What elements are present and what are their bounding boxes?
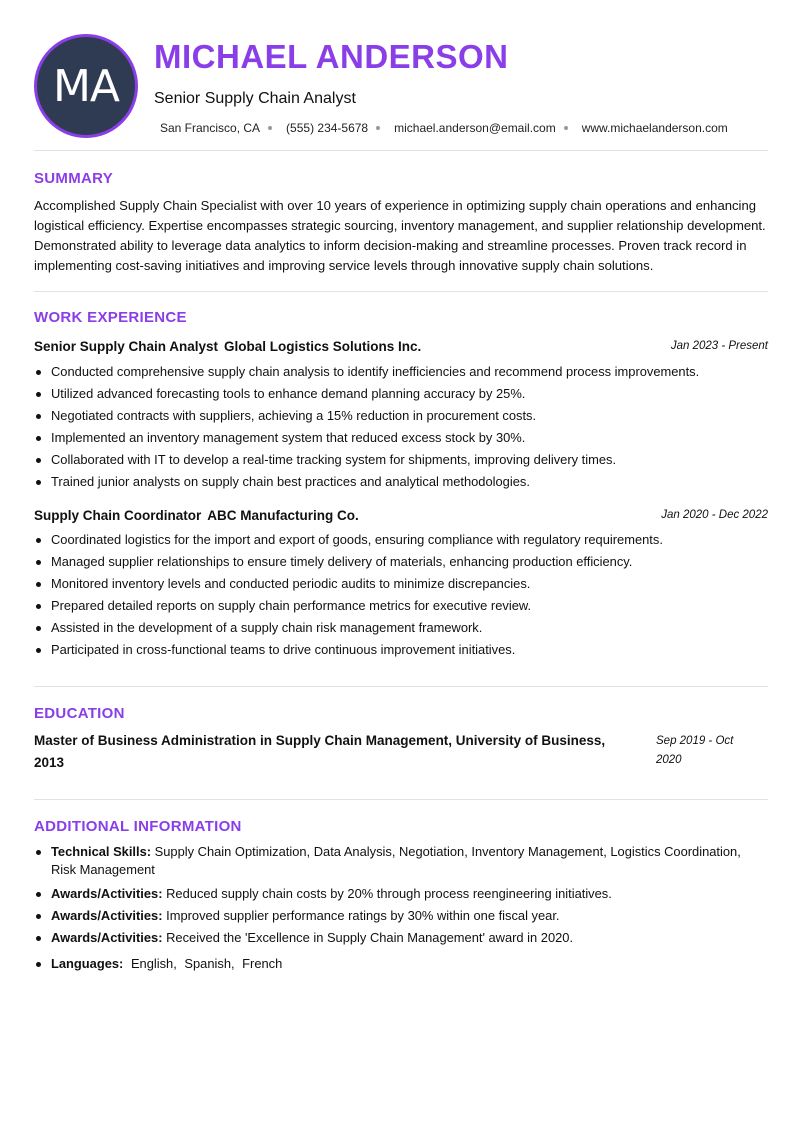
info-text: Supply Chain Optimization, Data Analysis, Negotiation, Inventory Management, Logistics Coordination, Risk Management	[51, 844, 741, 877]
summary-text: Accomplished Supply Chain Specialist with over 10 years of experience in optimizing supply chain operations and enhancing logistical efficiency. Expertise encompasses strategic sourcing, inventory management, and supplier relationship development. Demonstrated ability to leverage data analytics to inform decision-making and streamline processes. Proven track record in implementing cost-saving initiatives and improving service levels through innovative supply chain solutions.	[34, 198, 766, 273]
list-item: Coordinated logistics for the import and export of goods, ensuring compliance with regulatory requirements.	[34, 529, 768, 551]
job-dates: Jan 2023 - Present	[670, 340, 768, 352]
info-text: Received the 'Excellence in Supply Chain Management' award in 2020.	[166, 930, 574, 945]
job-dates: Jan 2020 - Dec 2022	[661, 509, 768, 521]
contact-phone: (555) 234-5678	[286, 121, 369, 135]
contact-location: San Francisco, CA	[160, 121, 261, 135]
info-label: Awards/Activities:	[51, 886, 163, 901]
resume-header	[34, 34, 768, 136]
list-item: Conducted comprehensive supply chain analysis to identify inefficiencies and recommend process improvements.	[34, 361, 768, 383]
list-item-languages	[34, 953, 768, 975]
candidate-title: Senior Supply Chain Analyst	[154, 90, 356, 107]
list-item: Prepared detailed reports on supply chain performance metrics for executive review.	[34, 595, 768, 617]
section-divider	[34, 686, 768, 687]
list-item	[34, 883, 768, 905]
list-item: Collaborated with IT to develop a real-time tracking system for shipments, improving delivery times.	[34, 449, 768, 471]
job-bullets	[34, 361, 768, 493]
job-company: Global Logistics Solutions Inc.	[224, 339, 422, 354]
candidate-name: MICHAEL ANDERSON	[154, 38, 509, 75]
info-label: Technical Skills:	[51, 844, 152, 859]
job-company: ABC Manufacturing Co.	[207, 508, 359, 523]
separator-dot-icon	[564, 126, 568, 130]
list-item: Utilized advanced forecasting tools to enhance demand planning accuracy by 25%.	[34, 383, 768, 405]
section-divider	[34, 150, 768, 151]
section-divider	[34, 799, 768, 800]
list-item: Managed supplier relationships to ensure timely delivery of materials, enhancing production efficiency.	[34, 551, 768, 573]
education-dates: Sep 2019 - Oct 2020	[656, 735, 734, 766]
summary-heading: SUMMARY	[34, 170, 114, 187]
list-item: Implemented an inventory management system that reduced excess stock by 30%.	[34, 427, 768, 449]
info-text: Reduced supply chain costs by 20% through process reengineering initiatives.	[166, 886, 612, 901]
education-degree: Master of Business Administration in Supply Chain Management, University of Business, 2013	[34, 733, 606, 770]
separator-dot-icon	[268, 126, 272, 130]
education-heading: EDUCATION	[34, 705, 125, 722]
list-item: Negotiated contracts with suppliers, achieving a 15% reduction in procurement costs.	[34, 405, 768, 427]
contact-line	[160, 121, 728, 135]
job-header	[34, 507, 768, 525]
additional-heading: ADDITIONAL INFORMATION	[34, 818, 242, 835]
language: French	[242, 956, 283, 971]
info-label: Languages:	[51, 956, 124, 971]
avatar-initials: MA	[52, 60, 120, 112]
info-label: Awards/Activities:	[51, 930, 163, 945]
job-header	[34, 338, 768, 356]
job-title: Supply Chain Coordinator	[34, 508, 202, 523]
contact-website[interactable]: www.michaelanderson.com	[581, 121, 728, 135]
additional-list	[34, 843, 768, 975]
info-text: Improved supplier performance ratings by 30% within one fiscal year.	[166, 908, 560, 923]
contact-email[interactable]: michael.anderson@email.com	[394, 121, 556, 135]
job-bullets	[34, 529, 768, 661]
section-divider	[34, 291, 768, 292]
list-item: Trained junior analysts on supply chain best practices and analytical methodologies.	[34, 471, 768, 493]
list-item	[34, 843, 768, 879]
job-title: Senior Supply Chain Analyst	[34, 339, 219, 354]
list-item: Monitored inventory levels and conducted periodic audits to minimize discrepancies.	[34, 573, 768, 595]
separator-dot-icon	[376, 126, 380, 130]
language: Spanish,	[184, 956, 235, 971]
experience-heading: WORK EXPERIENCE	[34, 309, 187, 326]
language: English,	[130, 956, 177, 971]
list-item: Assisted in the development of a supply chain risk management framework.	[34, 617, 768, 639]
list-item	[34, 905, 768, 927]
info-label: Awards/Activities:	[51, 908, 163, 923]
avatar	[34, 34, 138, 138]
list-item: Participated in cross-functional teams to drive continuous improvement initiatives.	[34, 639, 768, 661]
list-item	[34, 927, 768, 949]
